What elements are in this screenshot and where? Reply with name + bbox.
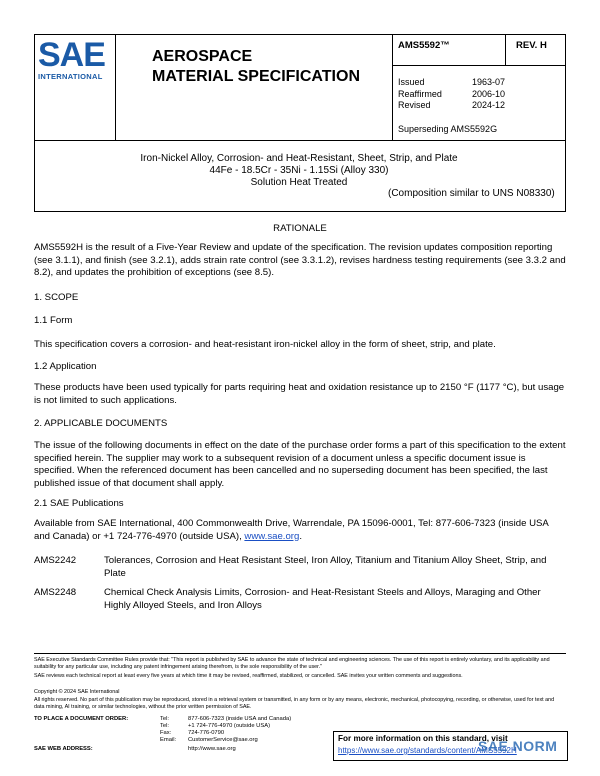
web-label: SAE WEB ADDRESS:	[34, 746, 93, 752]
section-2-1-text: Available from SAE International, 400 Commonwealth Drive, Warrendale, PA 15096-0001, Tel: 877-606-7323 (inside USA and Canada) or +1 724-776-4970 (outside USA), www.sae.org.	[34, 518, 549, 542]
rationale-heading: RATIONALE	[273, 223, 327, 234]
section-1-2-heading: 1.2 Application	[34, 361, 97, 372]
section-1-1-heading: 1.1 Form	[34, 315, 73, 326]
tel-outside: +1 724-776-4970 (outside USA)	[188, 723, 271, 729]
superseding: Superseding AMS5592G	[398, 124, 498, 134]
sae-logo	[38, 38, 114, 81]
reaffirmed-value: 2006-10	[472, 89, 506, 99]
title-line2: 44Fe - 18.5Cr - 35Ni - 1.15Si (Alloy 330)	[209, 165, 389, 176]
ref-desc-2: Chemical Check Analysis Limits, Corrosion- and Heat-Resistant Steels and Alloys, Maraging and Other Highly Alloyed Steels, and Iron Alloys	[104, 587, 541, 611]
footer-rights: All rights reserved. No part of this publication may be reproduced, stored in a retrieval system or transmitted, in any form or by any means, electronic, mechanical, photocopying, recording, or otherwise, used for text and data mining, AI training, or similar technologies, without the prior written permission of SAE.	[34, 697, 555, 710]
web-value[interactable]: http://www.sae.org	[188, 746, 236, 752]
revised-label: Revised	[398, 100, 431, 110]
doc-type-line2: MATERIAL SPECIFICATION	[152, 68, 360, 85]
revision: REV. H	[516, 40, 547, 51]
email-label: Email:	[160, 737, 177, 743]
section-1-2-text: These products have been used typically for parts requiring heat and oxidation resistance up to 2150 °F (1177 °C), but usage is not limited to such applications.	[34, 382, 565, 406]
title-line1: Iron-Nickel Alloy, Corrosion- and Heat-Resistant, Sheet, Strip, and Plate	[140, 153, 458, 164]
order-label: TO PLACE A DOCUMENT ORDER:	[34, 716, 129, 722]
more-info-title: For more information on this standard, visit	[338, 734, 508, 743]
fax-value: 724-776-0790	[188, 730, 225, 736]
email-value[interactable]: CustomerService@sae.org	[188, 737, 258, 743]
footer-rule	[34, 653, 566, 654]
reaffirmed-label: Reaffirmed	[398, 89, 442, 99]
section-1-1-text: This specification covers a corrosion- and heat-resistant iron-nickel alloy in the form of sheet, strip, and plate.	[34, 339, 496, 350]
doc-type-line1: AEROSPACE	[152, 48, 253, 65]
tel-label: Tel:	[160, 716, 170, 722]
ref-code-2: AMS2248	[34, 587, 77, 598]
issued-value: 1963-07	[472, 77, 506, 87]
section-2-heading: 2. APPLICABLE DOCUMENTS	[34, 418, 168, 429]
footer-disclaimer: SAE Executive Standards Committee Rules provide that: "This report is published by SAE to advance the state of technical and engineering sciences. The use of this report is entirely voluntary, and its applicability and suitability for any particular use, including any patent infringement arising therefrom, is the sole responsibility of the user."	[34, 657, 550, 670]
section-2-1-heading: 2.1 SAE Publications	[34, 498, 124, 509]
ref-code-1: AMS2242	[34, 555, 77, 566]
section-2-1-body: Available from SAE International, 400 Commonwealth Drive, Warrendale, PA 15096-0001, Tel: 877-606-7323 (inside USA and Canada) or +1 724-776-4970 (outside USA),	[34, 518, 549, 542]
doc-number: AMS5592™	[398, 40, 450, 51]
footer-review: SAE reviews each technical report at least every five years at which time it may be revised, reaffirmed, stabilized, or cancelled. SAE invites your written comments and suggestions.	[34, 673, 463, 679]
rationale-text: AMS5592H is the result of a Five-Year Review and update of the specification. The revision updates composition reporting (see 3.1.1), and finish (see 3.2.1), adds strain rate control (see 3.3.1.2), revises hardness testing requirements (see 3.3.2 and 8.2), and updates the prohibition of exceptions (see 8.5).	[34, 242, 566, 279]
logo-text: SAE	[38, 36, 105, 74]
tel-inside: 877-606-7323 (inside USA and Canada)	[188, 716, 292, 722]
title-line3: Solution Heat Treated	[250, 177, 348, 188]
watermark: SAE NORM	[478, 738, 558, 754]
logo-subtext: INTERNATIONAL	[38, 72, 103, 81]
issued-label: Issued	[398, 77, 425, 87]
revised-value: 2024-12	[472, 100, 506, 110]
section-1-heading: 1. SCOPE	[34, 292, 79, 303]
fax-label: Fax:	[160, 730, 172, 736]
footer-copyright: Copyright © 2024 SAE International	[34, 689, 120, 695]
sae-website-link[interactable]: www.sae.org	[244, 530, 300, 542]
ref-desc-1: Tolerances, Corrosion and Heat Resistant Steel, Iron Alloy, Titanium and Titanium Alloy Sheet, Strip, and Plate	[104, 555, 547, 579]
tel-label-2: Tel:	[160, 723, 170, 729]
more-info-link[interactable]: https://www.sae.org/standards/content/AMS5592H	[338, 746, 517, 755]
section-2-text: The issue of the following documents in effect on the date of the purchase order forms a part of this specification to the extent specified herein. The supplier may work to a subsequent revision of a document unless a specific document issue is specified. When the referenced document has been cancelled and no superseding document has been specified, the last published issue of that document shall apply.	[34, 440, 566, 489]
title-line4: (Composition similar to UNS N08330)	[388, 188, 555, 199]
